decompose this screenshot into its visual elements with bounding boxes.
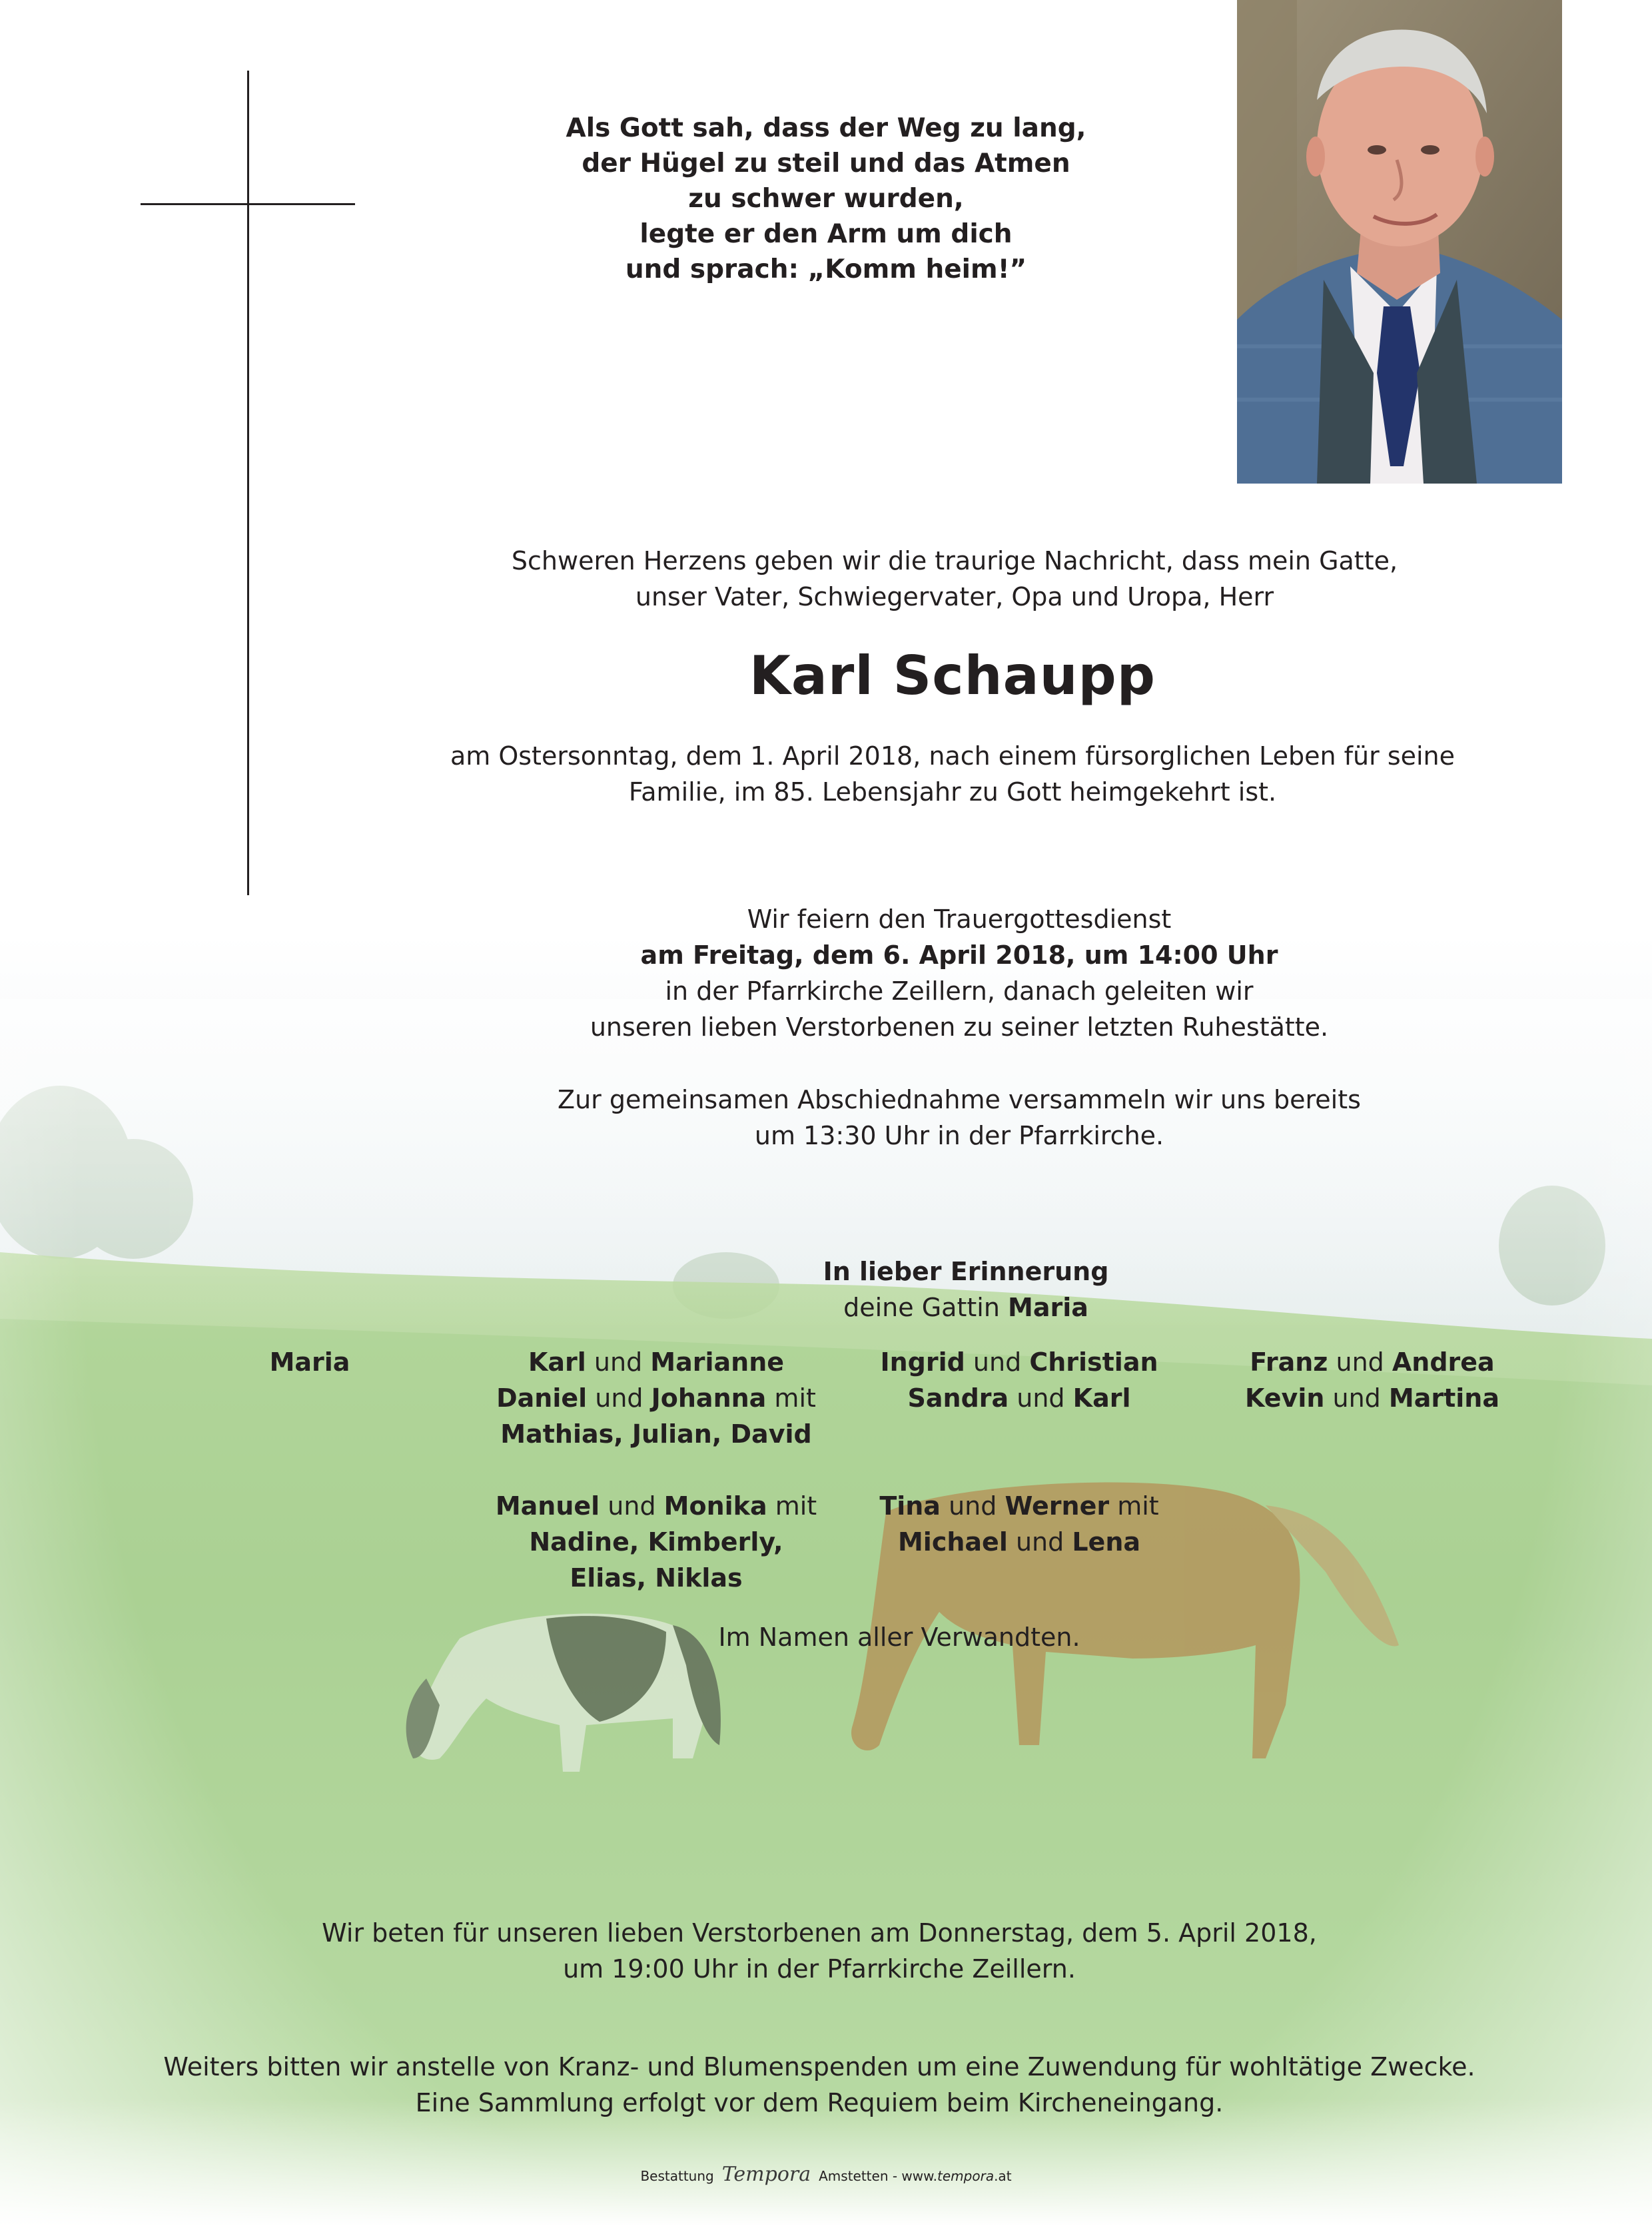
family-name: Werner (1005, 1491, 1110, 1521)
family-name: Lena (1072, 1527, 1141, 1557)
conjunction: und (1017, 1383, 1065, 1413)
portrait-photo (1237, 0, 1562, 484)
family-name: Martina (1388, 1383, 1499, 1413)
family-name: Sandra (907, 1383, 1009, 1413)
conjunction: und (949, 1491, 997, 1521)
family-name: Kevin (1245, 1383, 1325, 1413)
poem-line: und sprach: „Komm heim!” (625, 254, 1027, 284)
footer-prefix: Bestattung (640, 2168, 714, 2184)
conjunction: und (1336, 1347, 1384, 1377)
intro-line: Schweren Herzens geben wir die traurige Nachricht, dass mein Gatte, (511, 546, 1398, 575)
prayer-info (200, 1915, 1439, 1987)
family-name: Mathias, Julian, David (500, 1419, 812, 1449)
family-name: Johanna (651, 1383, 767, 1413)
family-name: Maria (269, 1347, 350, 1377)
death-line: am Ostersonntag, dem 1. April 2018, nach einem fürsorglichen Leben für seine (450, 741, 1455, 771)
family-franz (1186, 1344, 1559, 1416)
footer-site: tempora (937, 2168, 995, 2184)
prayer-line: Wir beten für unseren lieben Verstorbenen am Donnerstag, dem 5. April 2018, (322, 1918, 1317, 1948)
death-line: Familie, im 85. Lebensjahr zu Gott heimgekehrt ist. (628, 777, 1277, 807)
conjunction: und (608, 1491, 656, 1521)
conjunction: mit (775, 1491, 817, 1521)
memory-wife-line (666, 1290, 1266, 1325)
family-ingrid (826, 1344, 1212, 1416)
relatives-line: Im Namen aller Verwandten. (718, 1623, 1080, 1652)
footer-tld: .at (994, 2168, 1012, 2184)
service-line: unseren lieben Verstorbenen zu seiner letzten Ruhestätte. (590, 1012, 1329, 1042)
family-name: Elias, Niklas (570, 1563, 743, 1593)
intro-line: unser Vater, Schwiegervater, Opa und Uropa, Herr (635, 582, 1274, 611)
poem-line: legte er den Arm um dich (639, 219, 1013, 249)
wife-prefix: deine Gattin (843, 1293, 1000, 1322)
memory-heading (666, 1254, 1266, 1325)
poem-line: zu schwer wurden, (688, 184, 964, 214)
family-name: Michael (897, 1527, 1008, 1557)
family-karl (460, 1344, 853, 1452)
family-name: Ingrid (880, 1347, 965, 1377)
conjunction: und (595, 1383, 643, 1413)
cross-horizontal-bar (141, 203, 355, 205)
donation-info (100, 2049, 1539, 2121)
conjunction: und (1015, 1527, 1064, 1557)
prayer-line: um 19:00 Uhr in der Pfarrkirche Zeillern. (563, 1954, 1076, 1984)
farewell-line: Zur gemeinsamen Abschiednahme versammeln wir uns bereits (558, 1085, 1361, 1114)
family-manuel (460, 1488, 853, 1596)
service-date-time: am Freitag, dem 6. April 2018, um 14:00 Uhr (640, 940, 1278, 970)
conjunction: mit (1117, 1491, 1159, 1521)
footer-location: Amstetten - www. (819, 2168, 938, 2184)
family-name: Marianne (650, 1347, 785, 1377)
conjunction: mit (774, 1383, 816, 1413)
farewell-info (466, 1082, 1452, 1154)
poem (466, 111, 1186, 287)
service-line: Wir feiern den Trauergottesdienst (747, 905, 1172, 934)
wife-name: Maria (1008, 1293, 1088, 1322)
memory-title: In lieber Erinnerung (823, 1257, 1109, 1286)
family-name: Tina (879, 1491, 941, 1521)
conjunction: und (973, 1347, 1022, 1377)
cross-vertical-bar (247, 71, 249, 895)
farewell-line: um 13:30 Uhr in der Pfarrkirche. (754, 1121, 1164, 1150)
conjunction: und (1332, 1383, 1381, 1413)
deceased-name: Karl Schaupp (749, 645, 1156, 707)
conjunction: und (594, 1347, 643, 1377)
family-maria (200, 1344, 420, 1380)
family-tina (826, 1488, 1212, 1560)
footer-credit (520, 2165, 1132, 2186)
service-line: in der Pfarrkirche Zeillern, danach geleiten wir (665, 976, 1254, 1006)
donation-line: Weiters bitten wir anstelle von Kranz- und Blumenspenden um eine Zuwendung für wohltätige Zwecke. (163, 2052, 1475, 2081)
poem-line: der Hügel zu steil und das Atmen (582, 149, 1070, 179)
announcement-intro (373, 543, 1536, 615)
family-name: Nadine, Kimberly, (529, 1527, 783, 1557)
family-name: Andrea (1392, 1347, 1495, 1377)
family-name: Karl (1072, 1383, 1131, 1413)
service-info (466, 901, 1452, 1045)
death-notice (333, 738, 1572, 810)
family-name: Monika (663, 1491, 767, 1521)
family-name: Christian (1029, 1347, 1158, 1377)
family-name: Manuel (495, 1491, 600, 1521)
footer-brand-logo: Tempora (721, 2163, 811, 2186)
poem-line: Als Gott sah, dass der Weg zu lang, (566, 113, 1086, 143)
family-name: Franz (1250, 1347, 1328, 1377)
family-name: Daniel (496, 1383, 588, 1413)
family-name: Karl (528, 1347, 586, 1377)
donation-line: Eine Sammlung erfolgt vor dem Requiem beim Kircheneingang. (415, 2088, 1224, 2117)
